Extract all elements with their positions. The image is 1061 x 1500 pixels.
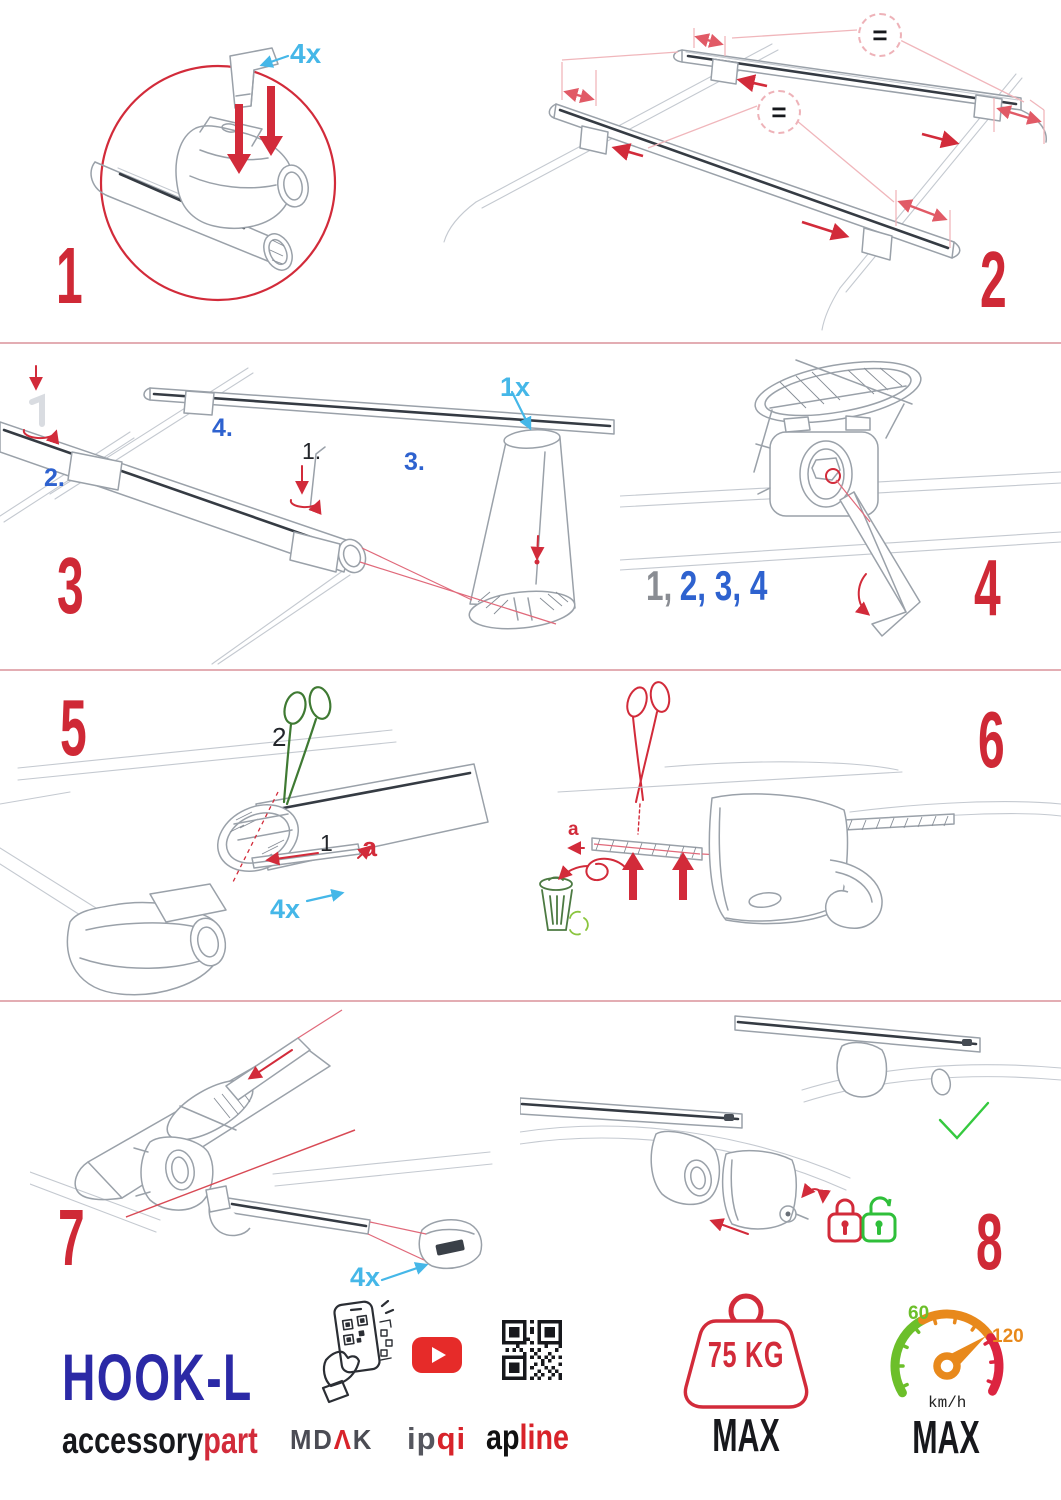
mdak-lambda: Λ xyxy=(333,1424,353,1455)
front-crossbar xyxy=(549,104,959,260)
step3-label-4: 4. xyxy=(212,414,233,442)
step3-label-3: 3. xyxy=(404,448,425,476)
step3-label-2: 2. xyxy=(44,464,65,492)
step-3-number: 3 xyxy=(57,541,83,630)
up-arrows xyxy=(622,852,694,900)
section-divider xyxy=(0,669,1061,671)
apline-logo xyxy=(486,1418,569,1458)
ipqi-logo xyxy=(407,1421,466,1457)
lock-step-drawing xyxy=(520,1098,850,1234)
speed-min-label: 60 xyxy=(908,1303,930,1324)
brand-red: part xyxy=(203,1420,258,1461)
ipqi-red: qi xyxy=(436,1421,467,1456)
apline-red: line xyxy=(519,1418,569,1457)
equal-symbol-1: = xyxy=(858,13,902,57)
speed-max-value: 120 xyxy=(992,1326,1024,1347)
bar-endcap-assembly xyxy=(206,1186,482,1268)
speed-unit-label: km/h xyxy=(928,1394,967,1412)
scan-phone-icon xyxy=(320,1300,396,1404)
foot-cover xyxy=(709,794,882,928)
mdak-logo xyxy=(290,1424,373,1456)
step4-sequence xyxy=(646,562,767,610)
foot-clamp xyxy=(67,884,229,995)
qr-code-icon xyxy=(502,1320,562,1380)
apline-black: ap xyxy=(486,1418,520,1457)
step-6-number: 6 xyxy=(978,695,1004,784)
step-2-number: 2 xyxy=(980,235,1006,324)
step-5-number: 5 xyxy=(60,683,86,772)
unlocked-icon xyxy=(863,1198,895,1241)
product-name: HOOK-L xyxy=(62,1340,253,1414)
step-2-illustration xyxy=(420,0,1061,338)
assembled-ok-drawing xyxy=(735,1016,1061,1138)
step3-label-1: 1. xyxy=(302,438,322,464)
step3-qty-label: 1x xyxy=(500,372,531,402)
step1-qty-label: 4x xyxy=(290,38,322,69)
discarded-strip xyxy=(560,859,626,880)
bar-end-magnified xyxy=(360,428,577,633)
max-weight-value: 75 KG xyxy=(707,1334,785,1375)
step5-strip-label: 1 xyxy=(320,830,333,856)
rear-crossbar xyxy=(674,50,1047,142)
step7-qty-label: 4x xyxy=(350,1262,381,1292)
brand-logo xyxy=(62,1422,258,1459)
step5-a-label: a xyxy=(362,832,378,862)
max-weight-label: MAX xyxy=(712,1409,780,1461)
step6-a-label: a xyxy=(568,819,579,840)
mdak-pre: MD xyxy=(290,1424,334,1455)
scissors xyxy=(281,685,333,804)
step-7-number: 7 xyxy=(58,1193,84,1282)
roof-rails xyxy=(0,368,350,664)
qty-pointer-line xyxy=(382,1265,426,1280)
scissors xyxy=(624,681,672,834)
mdak-post: K xyxy=(352,1424,374,1455)
step-7-illustration xyxy=(30,1002,520,1302)
rotate-hint-top-left xyxy=(24,366,56,438)
trash-bin xyxy=(540,877,588,934)
section-divider xyxy=(0,342,1061,344)
step5-cut-label: 2 xyxy=(272,722,287,752)
qty-pointer-line xyxy=(307,893,342,901)
check-icon xyxy=(940,1103,988,1138)
equal-symbol-2: = xyxy=(757,90,801,134)
youtube-icon xyxy=(412,1337,462,1373)
rail-pad-top xyxy=(751,351,926,433)
step-1-number: 1 xyxy=(56,231,82,320)
hex-key-large xyxy=(840,492,920,636)
step-4-number: 4 xyxy=(974,543,1000,632)
sequence-done: 1, xyxy=(646,562,673,609)
crossbar-open-end xyxy=(207,764,488,884)
locked-icon xyxy=(829,1200,861,1241)
step5-qty-label: 4x xyxy=(270,894,301,924)
ipqi-gray: ip xyxy=(407,1421,437,1456)
brand-black: accessory xyxy=(62,1420,204,1461)
speed-max-label: MAX xyxy=(912,1411,980,1463)
sequence-remaining: 2, 3, 4 xyxy=(679,562,768,609)
step-8-number: 8 xyxy=(976,1197,1002,1286)
